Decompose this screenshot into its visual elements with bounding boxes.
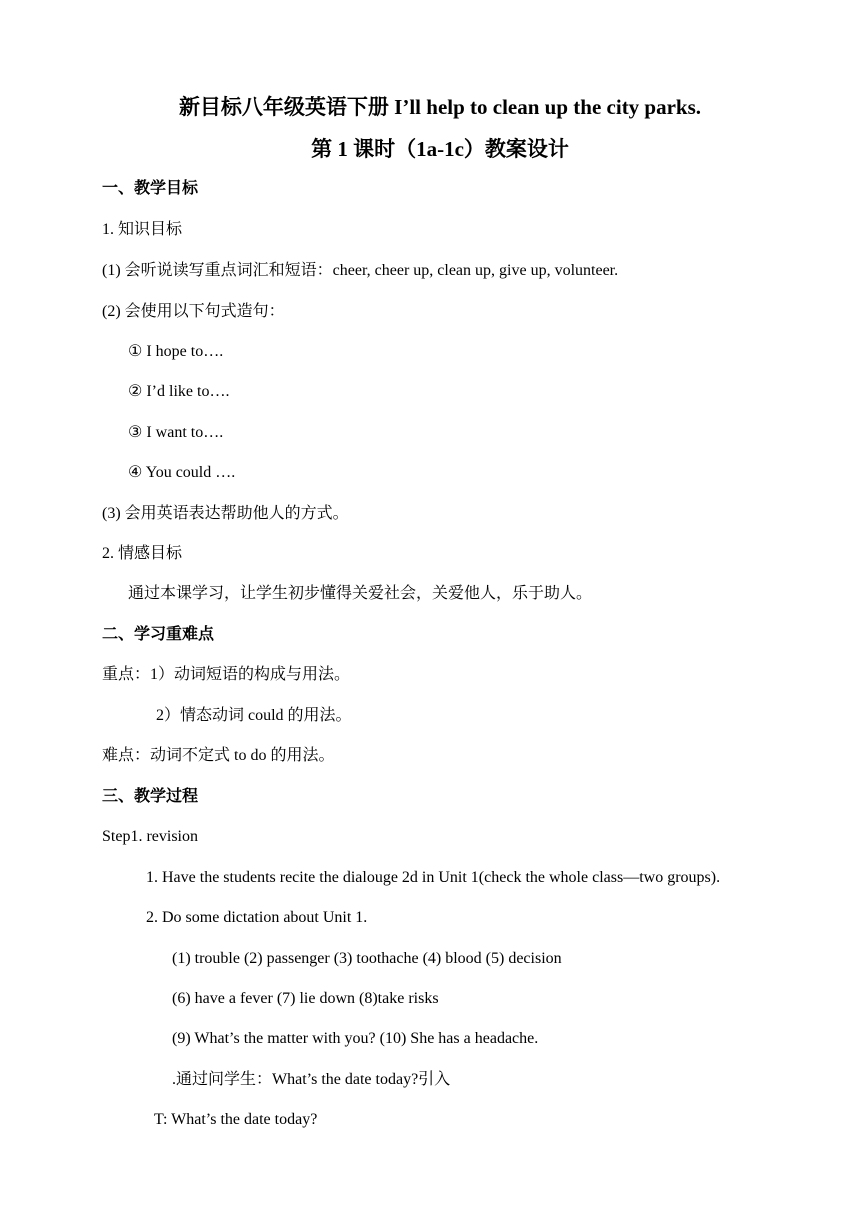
section-heading-key-points: 二、学习重难点 [102,626,215,643]
lead-in-text: .通过问学生：What’s the date today?引入 [172,1071,451,1088]
section-heading-process: 三、教学过程 [102,788,199,805]
objective-item: (3) 会用英语表达帮助他人的方式。 [102,505,349,522]
emotion-text: 通过本课学习，让学生初步懂得关爱社会，关爱他人，乐于助人。 [128,585,593,602]
key-point: 2）情态动词 could 的用法。 [156,707,352,724]
sentence-pattern: ③ I want to…. [128,424,224,441]
dictation-line: (9) What’s the matter with you? (10) She has a headache. [172,1030,539,1047]
dictation-line: (6) have a fever (7) lie down (8)take risks [172,990,439,1007]
sentence-pattern: ② I’d like to…. [128,383,230,400]
process-item: 2. Do some dictation about Unit 1. [146,909,368,926]
key-point: 重点：1）动词短语的构成与用法。 [102,666,351,683]
difficult-point: 难点：动词不定式 to do 的用法。 [102,747,335,764]
objective-item: (1) 会听说读写重点词汇和短语：cheer, cheer up, clean up, give up, volunteer. [102,262,619,279]
objective-emotion: 2. 情感目标 [102,545,183,562]
sentence-pattern: ① I hope to…. [128,343,224,360]
dictation-line: (1) trouble (2) passenger (3) toothache (4) blood (5) decision [172,950,562,967]
process-item: 1. Have the students recite the dialouge 2d in Unit 1(check the whole class—two groups). [146,869,721,886]
section-heading-objectives: 一、教学目标 [102,180,199,197]
teacher-line: T: What’s the date today? [154,1111,318,1128]
document-subtitle: 第 1 课时（1a-1c）教案设计 [311,137,569,161]
document-title: 新目标八年级英语下册 I’ll help to clean up the city parks. [178,95,702,119]
step-title: Step1. revision [102,828,198,845]
objective-knowledge: 1. 知识目标 [102,221,183,238]
sentence-pattern: ④ You could …. [128,464,236,481]
objective-item: (2) 会使用以下句式造句： [102,303,285,320]
